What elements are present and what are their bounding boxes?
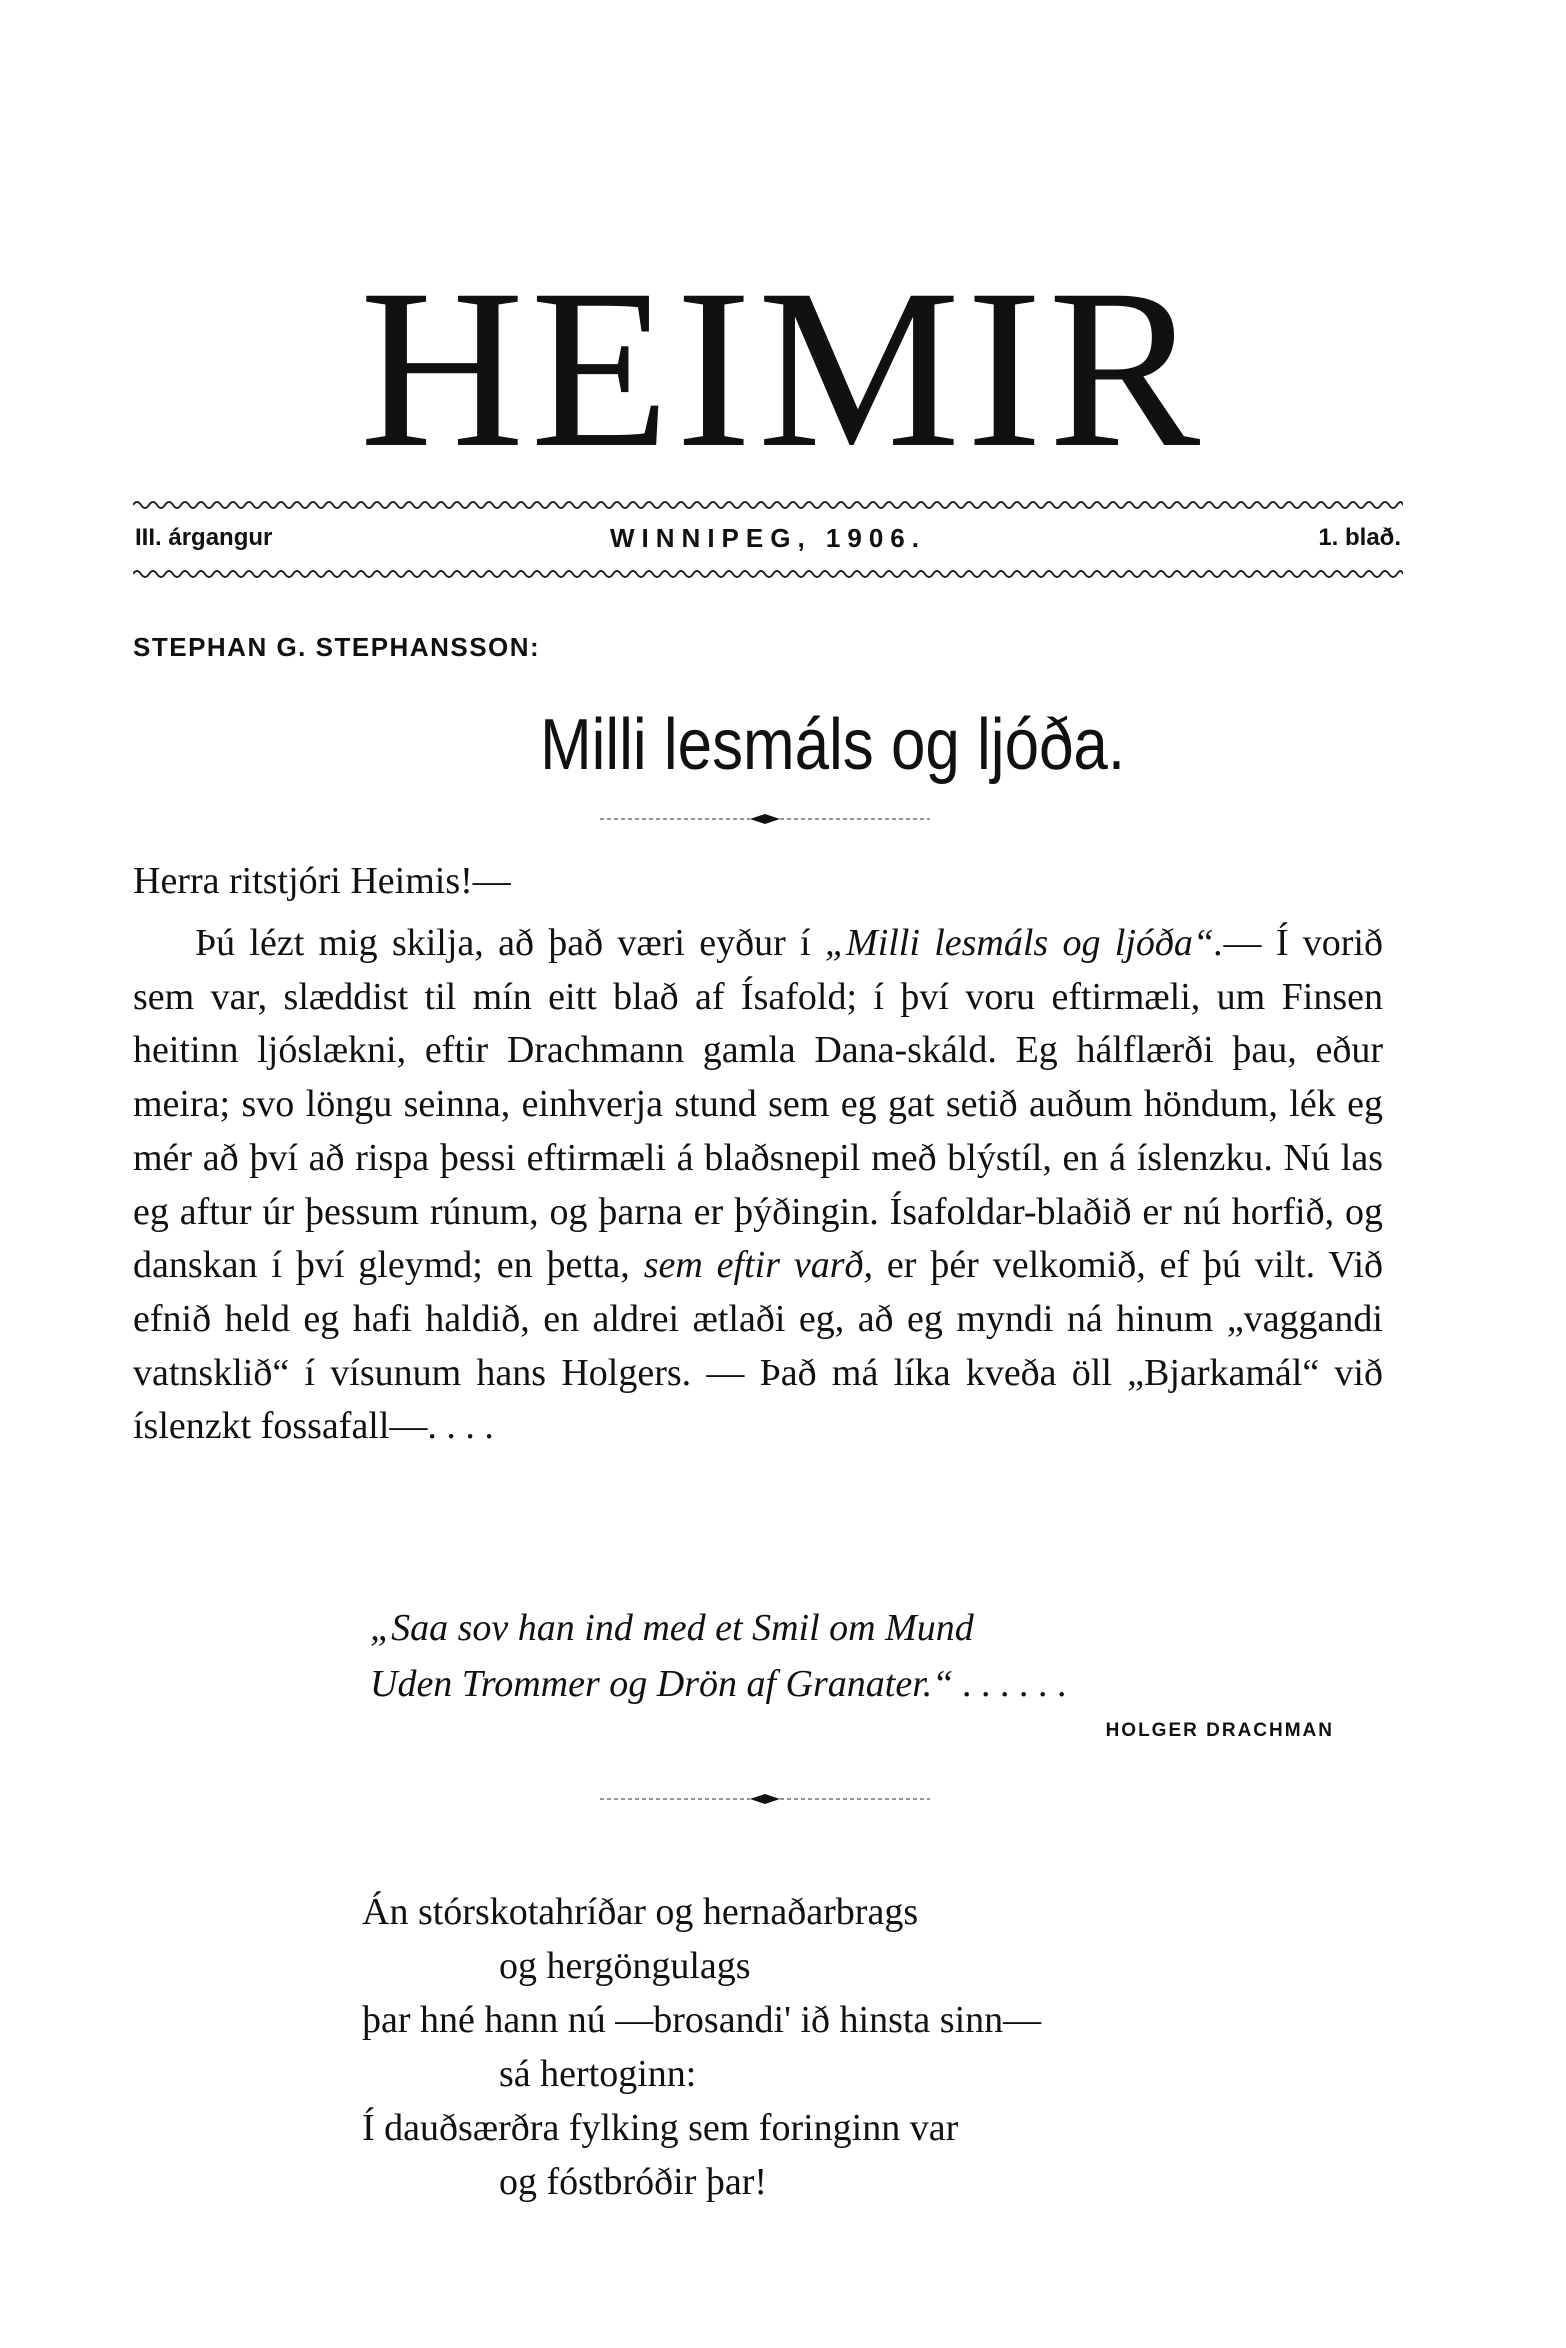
section-ornament-bottom xyxy=(600,1789,930,1809)
quote-attribution: HOLGER DRACHMAN xyxy=(1105,1720,1334,1741)
poem-line: Án stórskotahríðar og hernaðarbrags xyxy=(362,1891,919,1933)
body-text-part3: er þér velkomið, ef þú vilt. Við efnið held eg hafi haldið, en aldrei ætlaði eg, að eg myndi ná hinum „vaggandi vatnsklið“ í vísunum hans Holgers. — Það má líka kveða öll „Bjarkamál“ við íslenzkt fossafall—. . . . xyxy=(133,1244,1384,1448)
body-text-italic-phrase: sem eftir varð, xyxy=(643,1244,874,1287)
poem-line: og fóstbróðir þar! xyxy=(499,2161,768,2203)
bottom-wavy-rule xyxy=(133,568,1403,582)
greeting: Herra ritstjóri Heimis!— xyxy=(133,860,511,902)
poem-line: þar hné hann nú —brosandi' ið hinsta sinn— xyxy=(362,1999,1042,2041)
issue-line xyxy=(135,518,1401,558)
body-text-part2: — Í vorið sem var, slæddist til mín eitt blað af Ísafold; í því voru eftirmæli, um Finsen heitinn ljóslækni, eftir Drachmann gamla Dana-skáld. Eg hálflærði þau, eður meira; svo löngu seinna, einhverja stund sem eg gat setið auðum höndum, lék eg mér að því að rispa þessi eftirmæli á blaðsnepil með blýstíl, en á íslenzku. Nú las eg aftur úr þessum rúnum, og þarna er þýðingin. Ísafoldar-blaðið er nú horfið, og danskan í því gleymd; en þetta, xyxy=(133,922,1383,1287)
article-title: Milli lesmáls og ljóða. xyxy=(540,705,1126,785)
masthead-title: HEIMIR xyxy=(359,243,1207,495)
author-byline: STEPHAN G. STEPHANSSON: xyxy=(133,632,541,662)
top-wavy-rule xyxy=(133,496,1403,510)
poem-line: og hergöngulags xyxy=(499,1945,751,1987)
body-text-italic-title: „Milli lesmáls og ljóða“. xyxy=(824,922,1224,964)
quote-block xyxy=(370,1600,1067,1712)
body-paragraph xyxy=(133,917,1383,1454)
poem-stanza xyxy=(362,1885,1041,2209)
poem-line: sá hertoginn: xyxy=(499,2053,697,2095)
issue-place-year: WINNIPEG, 1906. xyxy=(610,523,926,553)
section-ornament-top xyxy=(600,809,930,829)
quote-line-1: „Saa sov han ind med et Smil om Mund xyxy=(370,1607,974,1649)
issue-number: 1. blað. xyxy=(1318,524,1401,551)
quote-line-2: Uden Trommer og Drön af Granater.“ . . . . . . xyxy=(370,1663,1068,1705)
poem-line: Í dauðsærðra fylking sem foringinn var xyxy=(362,2107,959,2149)
issue-volume: III. árgangur xyxy=(135,524,273,551)
body-text-part1: Þú lézt mig skilja, að það væri eyður í xyxy=(195,922,825,964)
